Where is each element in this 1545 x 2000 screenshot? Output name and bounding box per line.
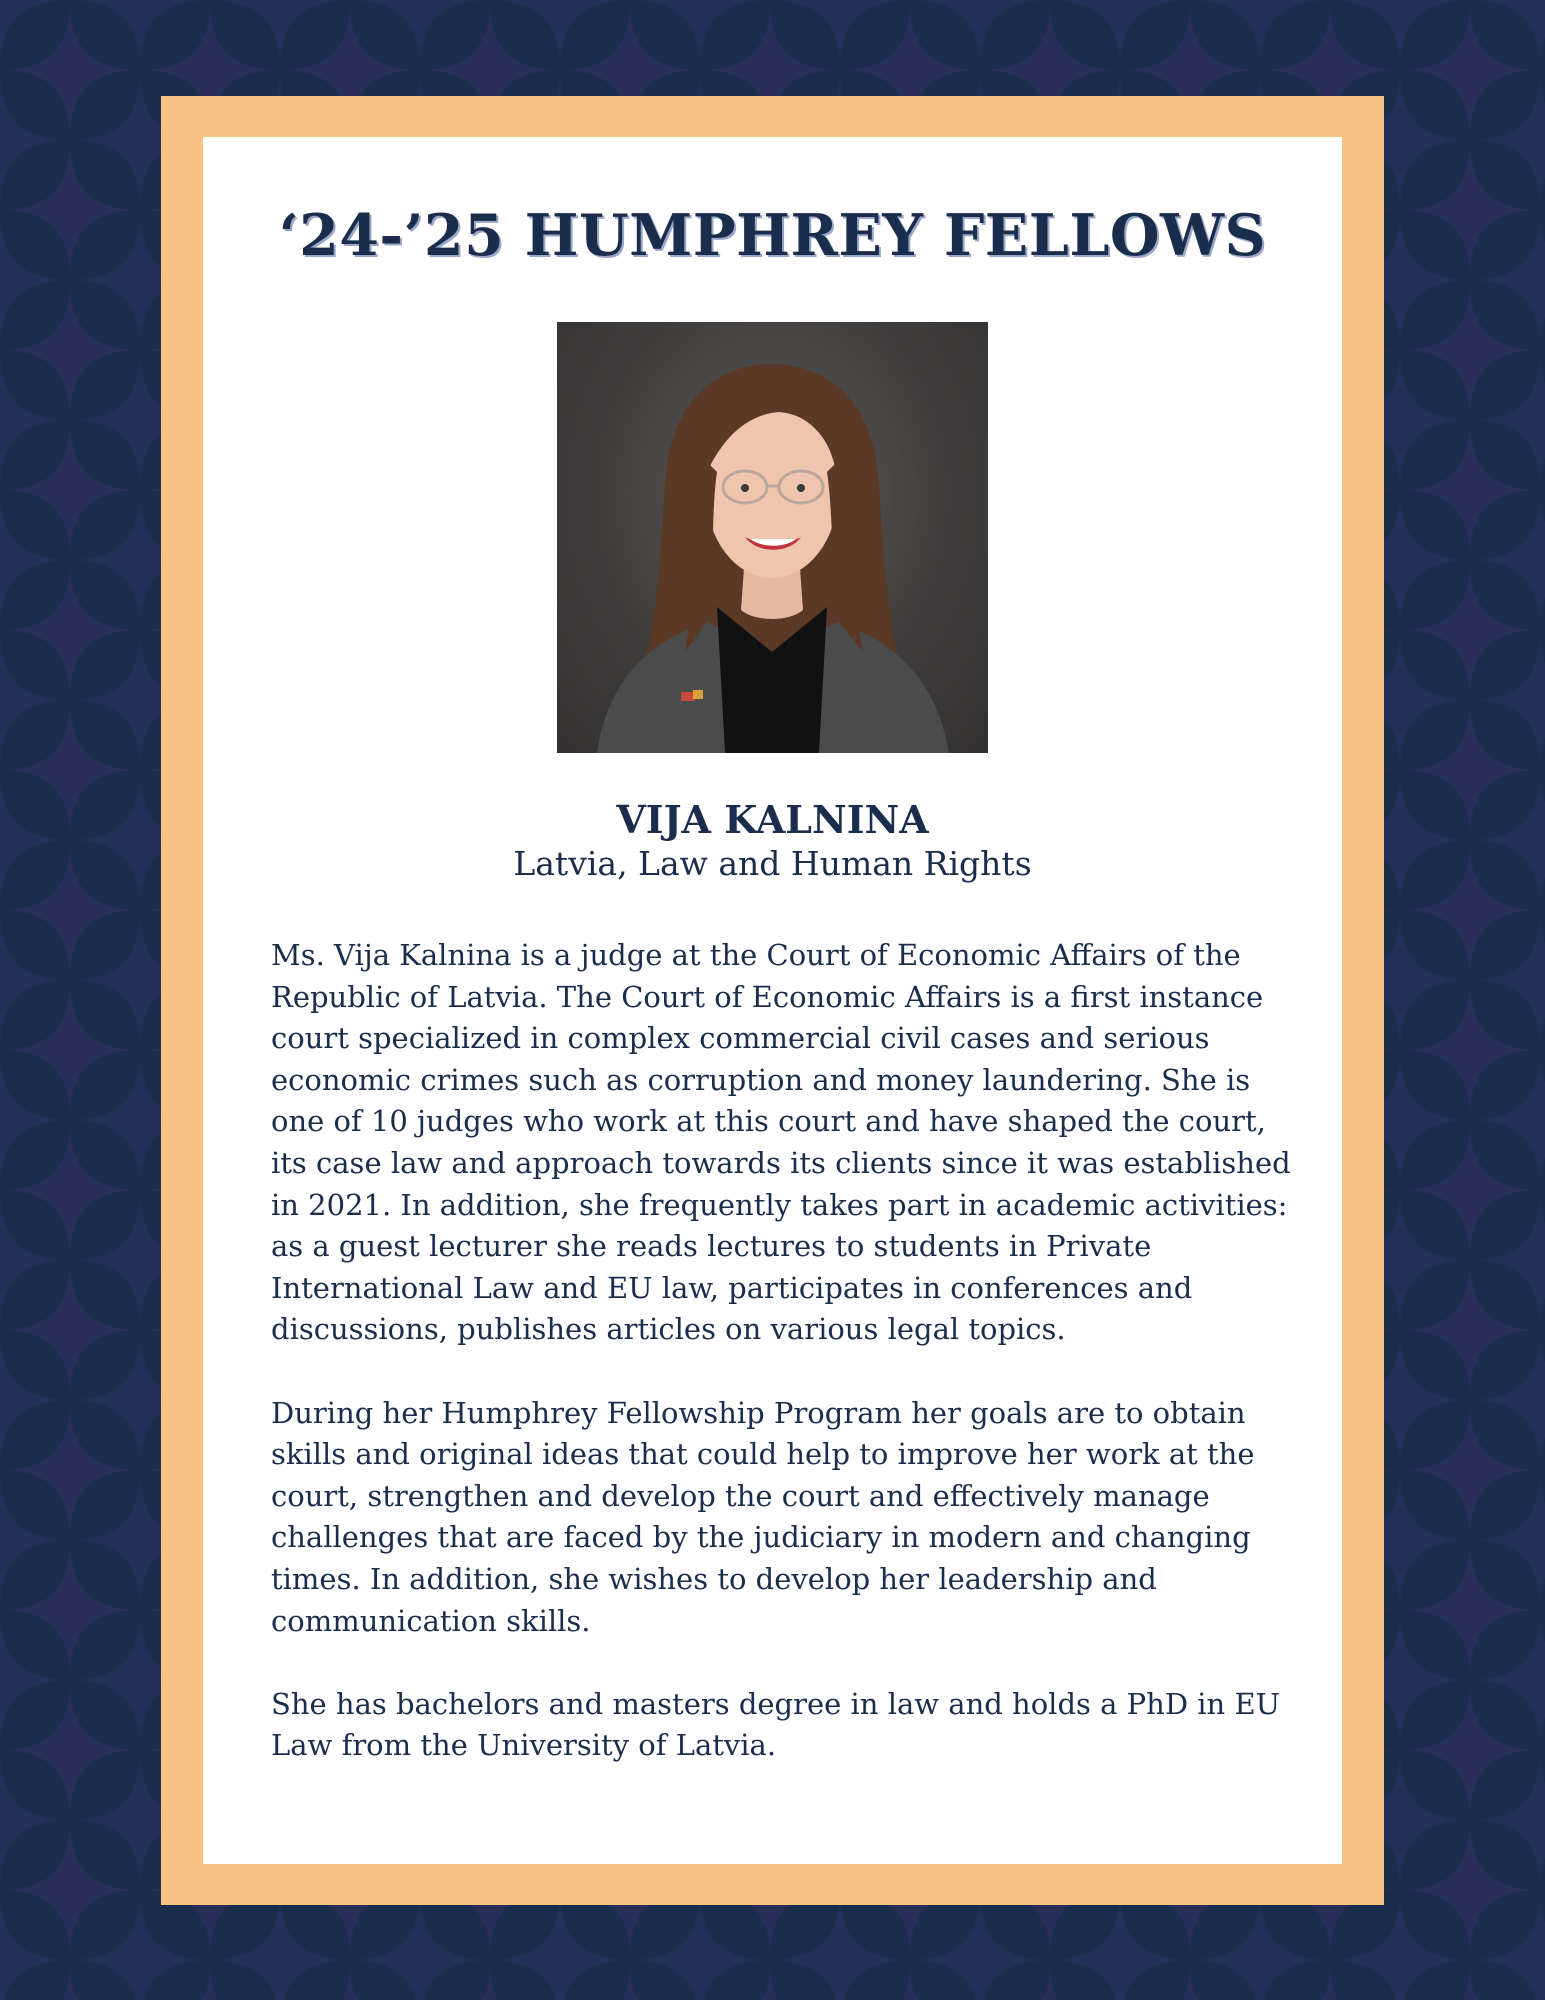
bio-paragraph: Ms. Vija Kalnina is a judge at the Court of Economic Affairs of the Republic of Latvia. The Court of Economic Affairs is a first instance court specialized in complex commercial civil cases and serious economic crimes such as corruption and money laundering. She is one of 10 judges who work at this court and have shaped the court, its case law and approach towards its clients since it was established in 2021. In addition, she frequently takes part in academic activities: as a guest lecturer she reads lectures to students in Private International Law and EU law, participates in conferences and discussions, publishes articles on various legal topics. bbox=[271, 938, 1291, 1347]
fellow-portrait bbox=[557, 322, 988, 753]
bio-paragraph: During her Humphrey Fellowship Program her goals are to obtain skills and original ideas that could help to improve her work at the court, strengthen and develop the court and effectively manage challenges that are faced by the judiciary in modern and changing times. In addition, she wishes to develop her leadership and communication skills. bbox=[271, 1395, 1255, 1638]
fellow-subtitle: Latvia, Law and Human Rights bbox=[513, 844, 1032, 883]
fellow-bio bbox=[271, 935, 1291, 1808]
page-title: ‘24-’25 HUMPHREY FELLOWS bbox=[278, 202, 1267, 269]
fellow-name: VIJA KALNINA bbox=[616, 797, 929, 842]
bio-paragraph: She has bachelors and masters degree in law and holds a PhD in EU Law from the University of Latvia. bbox=[271, 1686, 1281, 1763]
